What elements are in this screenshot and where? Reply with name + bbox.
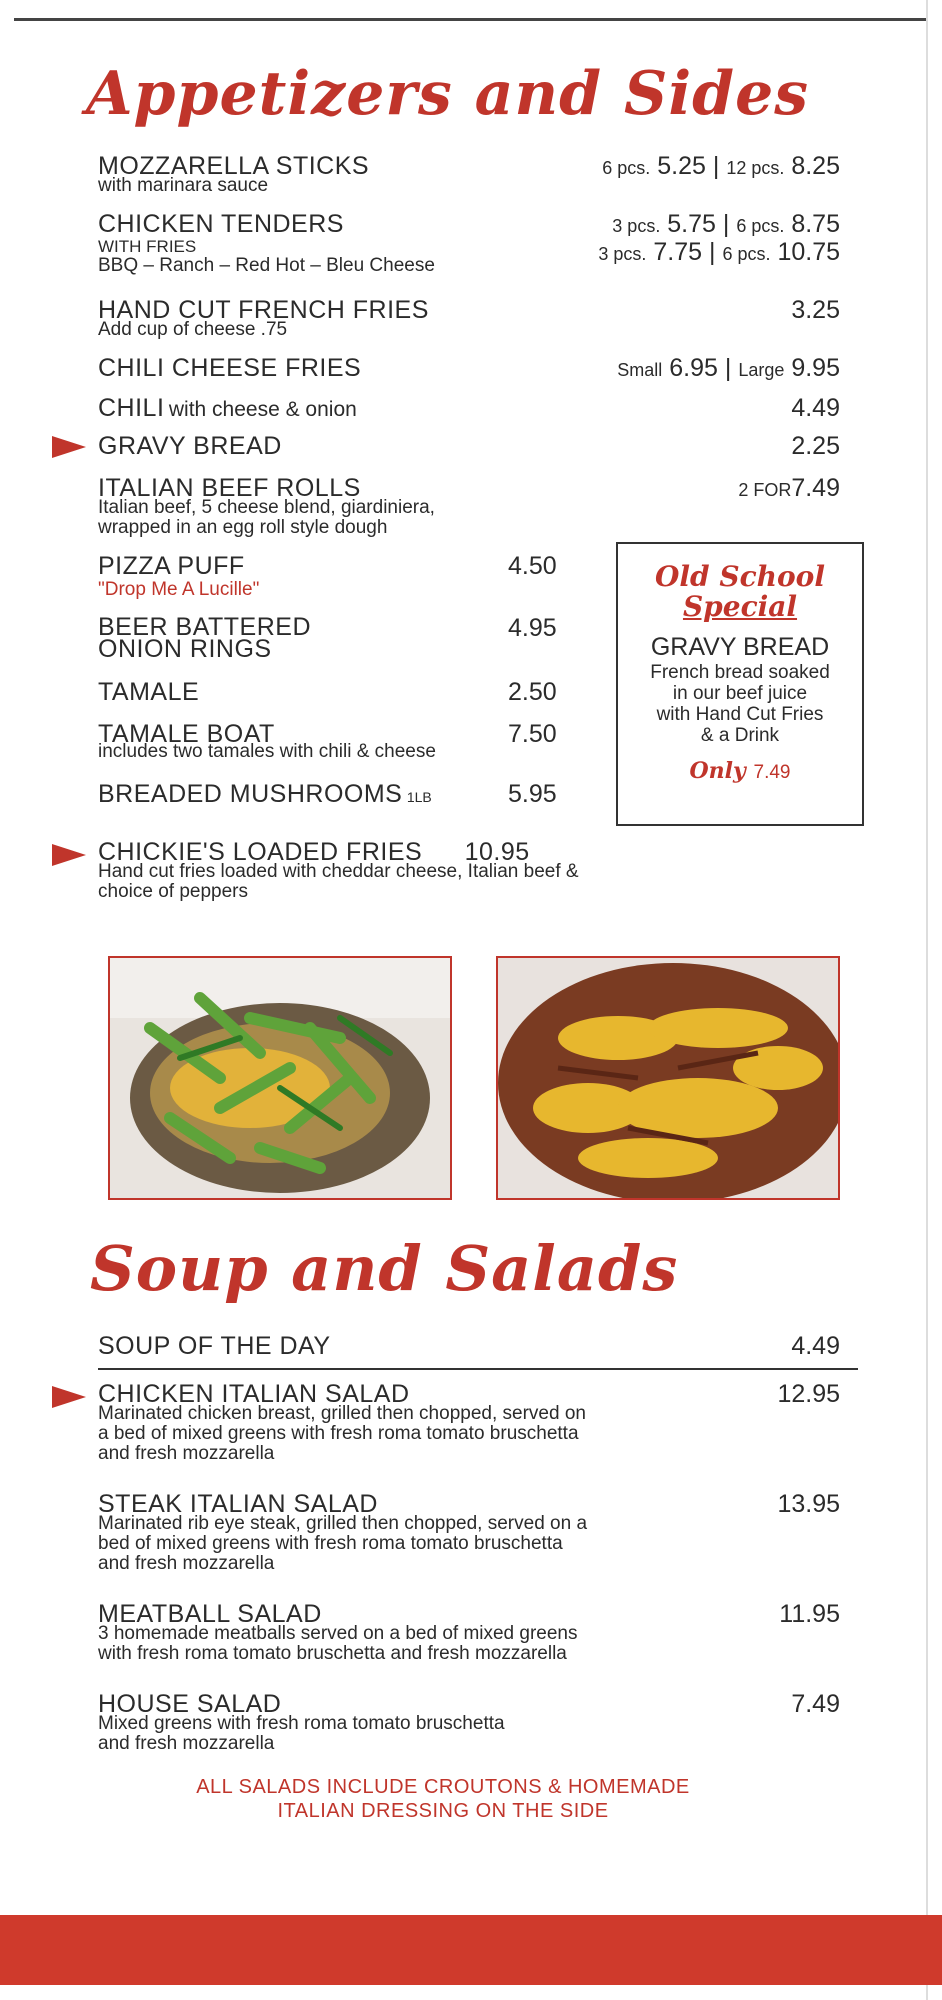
section-divider [98,1368,858,1370]
item-desc: Add cup of cheese .75 [98,319,288,340]
special-desc: & a Drink [700,725,780,746]
item-name: TAMALE [98,678,200,706]
item-desc: and fresh mozzarella [98,1733,275,1754]
menu-item-gravy-bread [98,432,282,460]
price-chili: 4.49 [791,394,840,422]
special-desc: French bread soaked [650,662,830,683]
price-tamale: 2.50 [508,678,557,706]
item-desc: a bed of mixed greens with fresh roma tomato bruschetta [98,1423,579,1444]
price-pizza-puff: 4.50 [508,552,557,580]
item-desc: choice of peppers [98,881,248,902]
item-desc: Hand cut fries loaded with cheddar cheese, Italian beef & [98,861,579,882]
menu-item-mushrooms [98,780,432,808]
menu-item-onion-rings [98,613,312,663]
price-mozzarella: 6 pcs. 5.25 | 12 pcs. 8.25 [602,152,840,180]
menu-item-mozzarella [98,152,369,196]
item-name: BEER BATTERED [98,613,312,641]
top-divider [14,18,928,21]
item-unit: 1LB [406,789,432,805]
menu-item-chili [98,394,357,422]
page-edge [926,0,928,2000]
special-title: Old School [655,560,825,593]
featured-arrow-icon [52,436,86,458]
footer-bar [0,1915,942,1985]
item-name: HAND CUT FRENCH FRIES [98,296,429,324]
menu-item-tamale-boat [98,720,436,762]
special-subtitle: Special [682,590,798,623]
item-name: BREADED MUSHROOMS [98,780,403,808]
featured-arrow-icon [52,844,86,866]
price-beef-rolls: 2 FOR7.49 [738,474,840,502]
menu-item-fries [98,296,429,340]
menu-item-loaded-fries [98,838,579,902]
item-desc: Marinated chicken breast, grilled then chopped, served on [98,1403,586,1424]
soups-heading: Soup and Salads [90,1232,679,1305]
item-name: CHICKEN ITALIAN SALAD [98,1380,410,1408]
item-name: ITALIAN BEEF ROLLS [98,474,361,502]
item-name: MEATBALL SALAD [98,1600,322,1628]
item-name: CHILI CHEESE FRIES [98,354,362,382]
item-desc: and fresh mozzarella [98,1443,275,1464]
item-desc: with marinara sauce [98,175,269,196]
item-name: PIZZA PUFF [98,552,245,580]
old-school-special-box [616,542,864,826]
item-name: CHICKIE'S LOADED FRIES [98,838,423,866]
price-house-salad: 7.49 [791,1690,840,1718]
item-name: TAMALE BOAT [98,720,275,748]
menu-item-beef-rolls [98,474,435,538]
price-gravy-bread: 2.25 [791,432,840,460]
special-price: Only 7.49 [689,758,791,784]
menu-item-steak-salad [98,1490,587,1574]
appetizers-heading: Appetizers and Sides [86,59,810,129]
item-desc: with cheese & onion [168,398,357,421]
item-name: MOZZARELLA STICKS [98,152,370,180]
menu-item-pizza-puff [98,552,259,600]
salad-note: ALL SALADS INCLUDE CROUTONS & HOMEMADE ITALIAN DRESSING ON THE SIDE [196,1776,690,1822]
item-name: STEAK ITALIAN SALAD [98,1490,378,1518]
item-name: GRAVY BREAD [98,432,282,460]
item-desc: with fresh roma tomato bruschetta and fresh mozzarella [98,1643,567,1664]
item-desc: 3 homemade meatballs served on a bed of mixed greens [98,1623,578,1644]
item-desc: wrapped in an egg roll style dough [98,517,388,538]
item-desc: includes two tamales with chili & cheese [98,741,436,762]
item-desc: BBQ – Ranch – Red Hot – Bleu Cheese [98,255,435,276]
price-tenders-row1: 3 pcs. 5.75 | 6 pcs. 8.75 [612,210,840,238]
price-meatball-salad: 11.95 [779,1600,840,1628]
menu-item-soup [98,1332,331,1360]
price-soup: 4.49 [791,1332,840,1360]
item-desc: Italian beef, 5 cheese blend, giardiniera, [98,497,435,518]
featured-arrow-icon [52,1386,86,1408]
price-tamale-boat: 7.50 [508,720,557,748]
menu-item-tenders [98,210,435,276]
price-steak-salad: 13.95 [777,1490,840,1518]
item-desc: Marinated rib eye steak, grilled then chopped, served on a [98,1513,588,1534]
price-mushrooms: 5.95 [508,780,557,808]
price-fries: 3.25 [791,296,840,324]
price-tenders-row2: 3 pcs. 7.75 | 6 pcs. 10.75 [598,238,840,266]
item-desc: bed of mixed greens with fresh roma tomato bruschetta [98,1533,563,1554]
loaded-fries-peppers-photo [108,956,452,1200]
loaded-fries-cheese-photo [496,956,840,1200]
menu-item-chili-cheese-fries [98,354,361,382]
menu-item-house-salad [98,1690,505,1754]
price-chili-cheese-fries: Small 6.95 | Large 9.95 [617,354,840,382]
special-desc: with Hand Cut Fries [656,704,824,725]
item-desc: and fresh mozzarella [98,1553,275,1574]
item-name: CHILI [98,394,165,422]
item-desc: WITH FRIES [98,237,197,256]
item-desc: "Drop Me A Lucille" [98,579,260,600]
menu-item-tamale [98,678,199,706]
menu-item-meatball-salad [98,1600,578,1664]
item-name: CHICKEN TENDERS [98,210,344,238]
item-name: HOUSE SALAD [98,1690,282,1718]
item-price: 10.95 [464,838,530,866]
special-item: GRAVY BREAD [650,633,830,661]
price-onion-rings: 4.95 [508,614,557,642]
item-name: SOUP OF THE DAY [98,1332,331,1360]
menu-item-chicken-salad [98,1380,586,1464]
price-chicken-salad: 12.95 [777,1380,840,1408]
item-desc: Mixed greens with fresh roma tomato bruschetta [98,1713,505,1734]
special-desc: in our beef juice [672,683,808,704]
item-name: ONION RINGS [98,635,272,663]
